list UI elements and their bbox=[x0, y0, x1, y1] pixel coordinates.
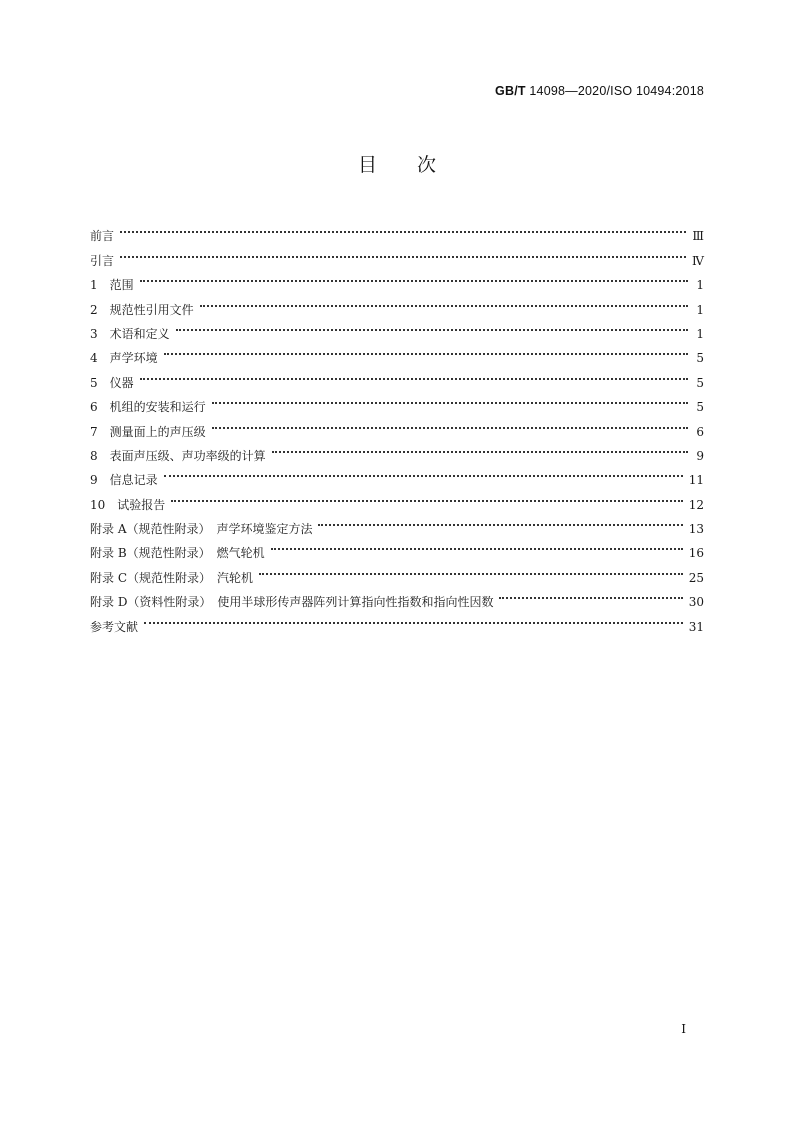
toc-leader-dots bbox=[120, 240, 686, 264]
toc-entry-label: 2 规范性引用文件 bbox=[90, 302, 194, 317]
toc-entry[interactable] bbox=[90, 362, 704, 390]
toc-entry[interactable] bbox=[90, 240, 704, 268]
toc-entry-label: 引言 bbox=[90, 253, 115, 268]
toc-leader-dots bbox=[164, 338, 688, 362]
toc-entry-label: 10 试验报告 bbox=[90, 497, 166, 512]
toc-entry[interactable] bbox=[90, 338, 704, 366]
toc-entry-page: Ⅳ bbox=[692, 253, 704, 268]
toc-entry-page: 13 bbox=[688, 522, 704, 537]
toc-entry-page: 1 bbox=[696, 326, 704, 341]
toc-entry[interactable] bbox=[90, 387, 704, 415]
toc-entry-label: 8 表面声压级、声功率级的计算 bbox=[90, 448, 266, 463]
standard-number: 14098—2020/ISO 10494:2018 bbox=[529, 84, 704, 98]
toc-leader-dots bbox=[171, 484, 682, 508]
toc-entry-page: 5 bbox=[696, 375, 704, 390]
toc-leader-dots bbox=[271, 533, 683, 557]
page-title: 目次 bbox=[357, 154, 476, 176]
toc-leader-dots bbox=[200, 289, 688, 313]
toc-entry-page: 1 bbox=[696, 278, 704, 293]
toc-leader-dots bbox=[499, 582, 682, 606]
toc-entry-label: 附录 D（资料性附录） 使用半球形传声器阵列计算指向性指数和指向性因数 bbox=[90, 595, 494, 610]
toc-entry-page: 1 bbox=[696, 302, 704, 317]
page-number: I bbox=[681, 1022, 686, 1036]
toc-leader-dots bbox=[272, 436, 688, 460]
toc-leader-dots bbox=[212, 411, 688, 435]
toc-entry-page: 30 bbox=[688, 595, 704, 610]
toc-entry[interactable] bbox=[90, 314, 704, 341]
toc-entry[interactable] bbox=[90, 484, 704, 512]
standard-prefix: GB/T bbox=[495, 84, 526, 98]
toc-entry-label: 附录 A（规范性附录） 声学环境鉴定方法 bbox=[90, 522, 313, 537]
toc-entry[interactable] bbox=[90, 509, 704, 537]
toc-entry-page: 31 bbox=[688, 619, 704, 634]
toc-entry[interactable] bbox=[90, 606, 704, 634]
toc-entry[interactable] bbox=[90, 460, 704, 488]
toc-entry-label: 附录 B（规范性附录） 燃气轮机 bbox=[90, 546, 265, 561]
toc-entry-label: 1 范围 bbox=[90, 278, 134, 293]
toc-entry-page: 12 bbox=[688, 497, 704, 512]
toc-leader-dots bbox=[140, 362, 688, 386]
toc-entry-page: Ⅲ bbox=[692, 229, 704, 244]
toc-entry-label: 3 术语和定义 bbox=[90, 326, 170, 341]
toc-entry[interactable] bbox=[90, 216, 704, 244]
table-of-contents bbox=[90, 216, 704, 634]
toc-entry-page: 9 bbox=[696, 448, 704, 463]
toc-leader-dots bbox=[164, 460, 683, 484]
toc-leader-dots bbox=[259, 557, 683, 581]
toc-entry-page: 11 bbox=[688, 473, 704, 488]
toc-entry-page: 6 bbox=[696, 424, 704, 439]
toc-entry-page: 5 bbox=[696, 351, 704, 366]
toc-entry[interactable] bbox=[90, 289, 704, 317]
toc-entry-label: 5 仪器 bbox=[90, 375, 134, 390]
toc-leader-dots bbox=[144, 606, 683, 630]
toc-entry-page: 25 bbox=[688, 570, 704, 585]
toc-leader-dots bbox=[140, 265, 688, 289]
toc-entry-label: 参考文献 bbox=[90, 619, 139, 634]
toc-leader-dots bbox=[212, 387, 688, 411]
standard-designation bbox=[495, 84, 704, 98]
toc-entry-page: 5 bbox=[696, 400, 704, 415]
toc-entry[interactable] bbox=[90, 265, 704, 293]
toc-entry-label: 6 机组的安装和运行 bbox=[90, 400, 206, 415]
toc-leader-dots bbox=[318, 509, 682, 533]
toc-entry-label: 4 声学环境 bbox=[90, 351, 158, 366]
toc-entry-label: 前言 bbox=[90, 229, 115, 244]
toc-leader-dots bbox=[120, 216, 686, 240]
toc-entry-label: 附录 C（规范性附录） 汽轮机 bbox=[90, 570, 253, 585]
toc-leader-dots bbox=[176, 314, 688, 338]
toc-entry-label: 7 测量面上的声压级 bbox=[90, 424, 206, 439]
toc-entry-label: 9 信息记录 bbox=[90, 473, 158, 488]
toc-entry-page: 16 bbox=[688, 546, 704, 561]
